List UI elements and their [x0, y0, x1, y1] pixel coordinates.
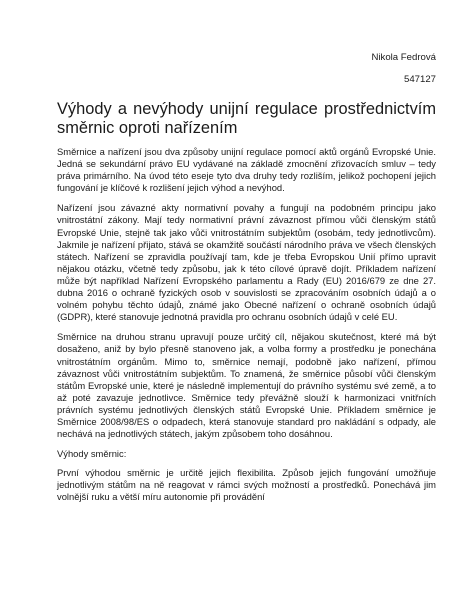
document-title: Výhody a nevýhody unijní regulace prostřednictvím směrnic oproti nařízením	[57, 100, 436, 137]
author-name: Nikola Fedrová	[371, 52, 436, 63]
paragraph-intro: Směrnice a nařízení jsou dva způsoby unijní regulace pomocí aktů orgánů Evropské Unie. Jedná se sekundární právo EU vydávané na základě zmocnění zřizovacích smluv – tedy práva primárního. Na úvod této eseje tyto dva druhy tedy rozliším, jelikož pochopení jejich fungování je klíčové k rozlišení jejich výhod a nevýhod.	[57, 146, 436, 194]
section-heading-advantages: Výhody směrnic:	[57, 448, 127, 460]
paragraph-regulations: Nařízení jsou závazné akty normativní povahy a fungují na podobném principu jako vnitrostátní zákony. Mají tedy normativní právní závaznost přímou vůči členským států Evropské Unie, stejně tak jako vůči vnitrostátním subjektům (osobám, tedy jednotlivcům). Jakmile je nařízení přijato, stává se okamžitě součástí národního práva ve všech členských státech. Nařízení se zpravidla používají tam, kde je třeba Evropskou Unií přímo upravit nějakou otázku, včetně tedy způsobu, jak k této cílové úpravě dojít. Příkladem nařízení může být například Nařízení Evropského parlamentu a Rady (EU) 2016/679 ze dne 27. dubna 2016 o ochraně fyzických osob v souvislosti se zpracováním osobních údajů a o volném pohybu těchto údajů, známé jako Obecné nařízení o ochraně osobních údajů (GDPR), které stanovuje jednotná pravidla pro ochranu osobních údajů v celé EU.	[57, 202, 436, 323]
paragraph-flexibility: První výhodou směrnic je určitě jejich flexibilita. Způsob jejich fungování umožňuje jednotlivým státům na ně reagovat v rámci svých možností a prostředků. Ponechává jim volnější ruku a větší míru autonomie při provádění	[57, 467, 436, 503]
student-id: 547127	[403, 74, 436, 85]
paragraph-directives: Směrnice na druhou stranu upravují pouze určitý cíl, nějakou skutečnost, které má být dosaženo, aniž by bylo přesně stanoveno jak, a volba formy a prostředku je ponechána vnitrostátním orgánům. Mimo to, směrnice nemají, podobně jako nařízení, přímou závaznost vůči vnitrostátním subjektům. To znamená, že směrnice působí vůči členským státům Evropské unie, které je následně implementují do právního systému své země, a to až poté zavazuje jednotlivce. Směrnice tedy převážně slouží k harmonizaci vnitřních právních systému jednotlivých členských států Evropské Unie. Příkladem směrnice je Směrnice 2008/98/ES o odpadech, která stanovuje standard pro nakládání s odpady, ale nechává na jednotlivých státech, jakým způsobem toho dosáhnou.	[57, 331, 436, 440]
